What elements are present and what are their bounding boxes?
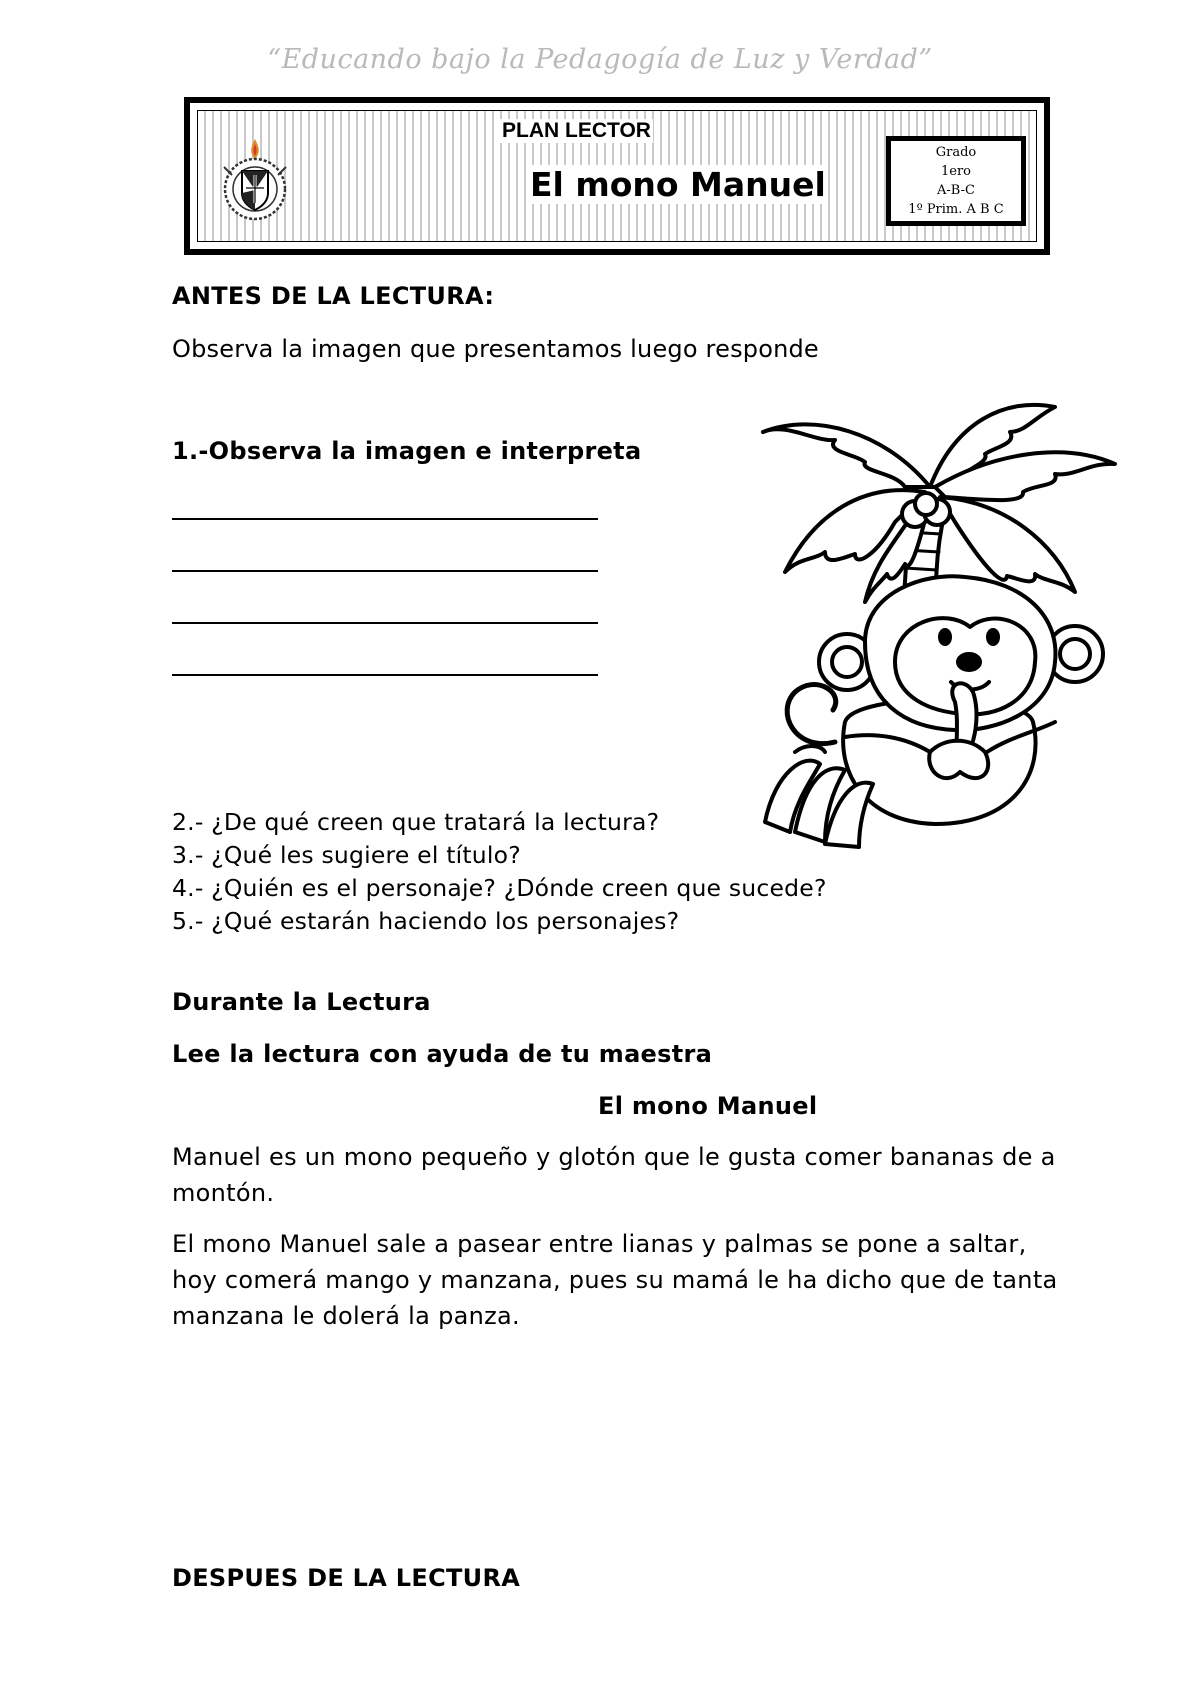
- question-item: 2.- ¿De qué creen que tratará la lectura?: [172, 808, 660, 836]
- instruction-observe: Observa la imagen que presentamos luego responde: [172, 335, 819, 363]
- question-item: 3.- ¿Qué les sugiere el título?: [172, 841, 521, 869]
- grade-group: 1º Prim. A B C: [908, 202, 1004, 217]
- grade-sections: A-B-C: [937, 183, 975, 198]
- grade-box: [886, 136, 1026, 226]
- question-1: 1.-Observa la imagen e interpreta: [172, 437, 642, 465]
- header-striped-panel: [197, 110, 1037, 242]
- grade-level: 1ero: [940, 164, 971, 179]
- answer-line: [172, 622, 598, 624]
- question-item: 5.- ¿Qué estarán haciendo los personajes?: [172, 907, 680, 935]
- header-box: [184, 97, 1050, 255]
- school-motto: “Educando bajo la Pedagogía de Luz y Verdad”: [267, 44, 933, 75]
- story-paragraph: Manuel es un mono pequeño y glotón que le gusta comer bananas de a montón.: [172, 1143, 1056, 1207]
- school-crest-logo: [220, 135, 290, 223]
- question-item: 4.- ¿Quién es el personaje? ¿Dónde creen que sucede?: [172, 874, 827, 902]
- story-title: El mono Manuel: [598, 1092, 818, 1120]
- plan-lector-label: PLAN LECTOR: [502, 119, 651, 142]
- section-heading-durante: Durante la Lectura: [172, 988, 431, 1016]
- story-paragraph: El mono Manuel sale a pasear entre lianas y palmas se pone a saltar, hoy comerá mango y manzana, pues su mamá le ha dicho que de tanta manzana le dolerá la panza.: [172, 1230, 1058, 1330]
- answer-line: [172, 674, 598, 676]
- section-heading-antes: ANTES DE LA LECTURA:: [172, 282, 495, 310]
- monkey-palm-illustration: [755, 392, 1125, 870]
- answer-line: [172, 518, 598, 520]
- instruction-read: Lee la lectura con ayuda de tu maestra: [172, 1040, 713, 1068]
- answer-line: [172, 570, 598, 572]
- section-heading-despues: DESPUES DE LA LECTURA: [172, 1564, 521, 1592]
- page-title: El mono Manuel: [530, 165, 826, 204]
- grade-label: Grado: [935, 145, 977, 160]
